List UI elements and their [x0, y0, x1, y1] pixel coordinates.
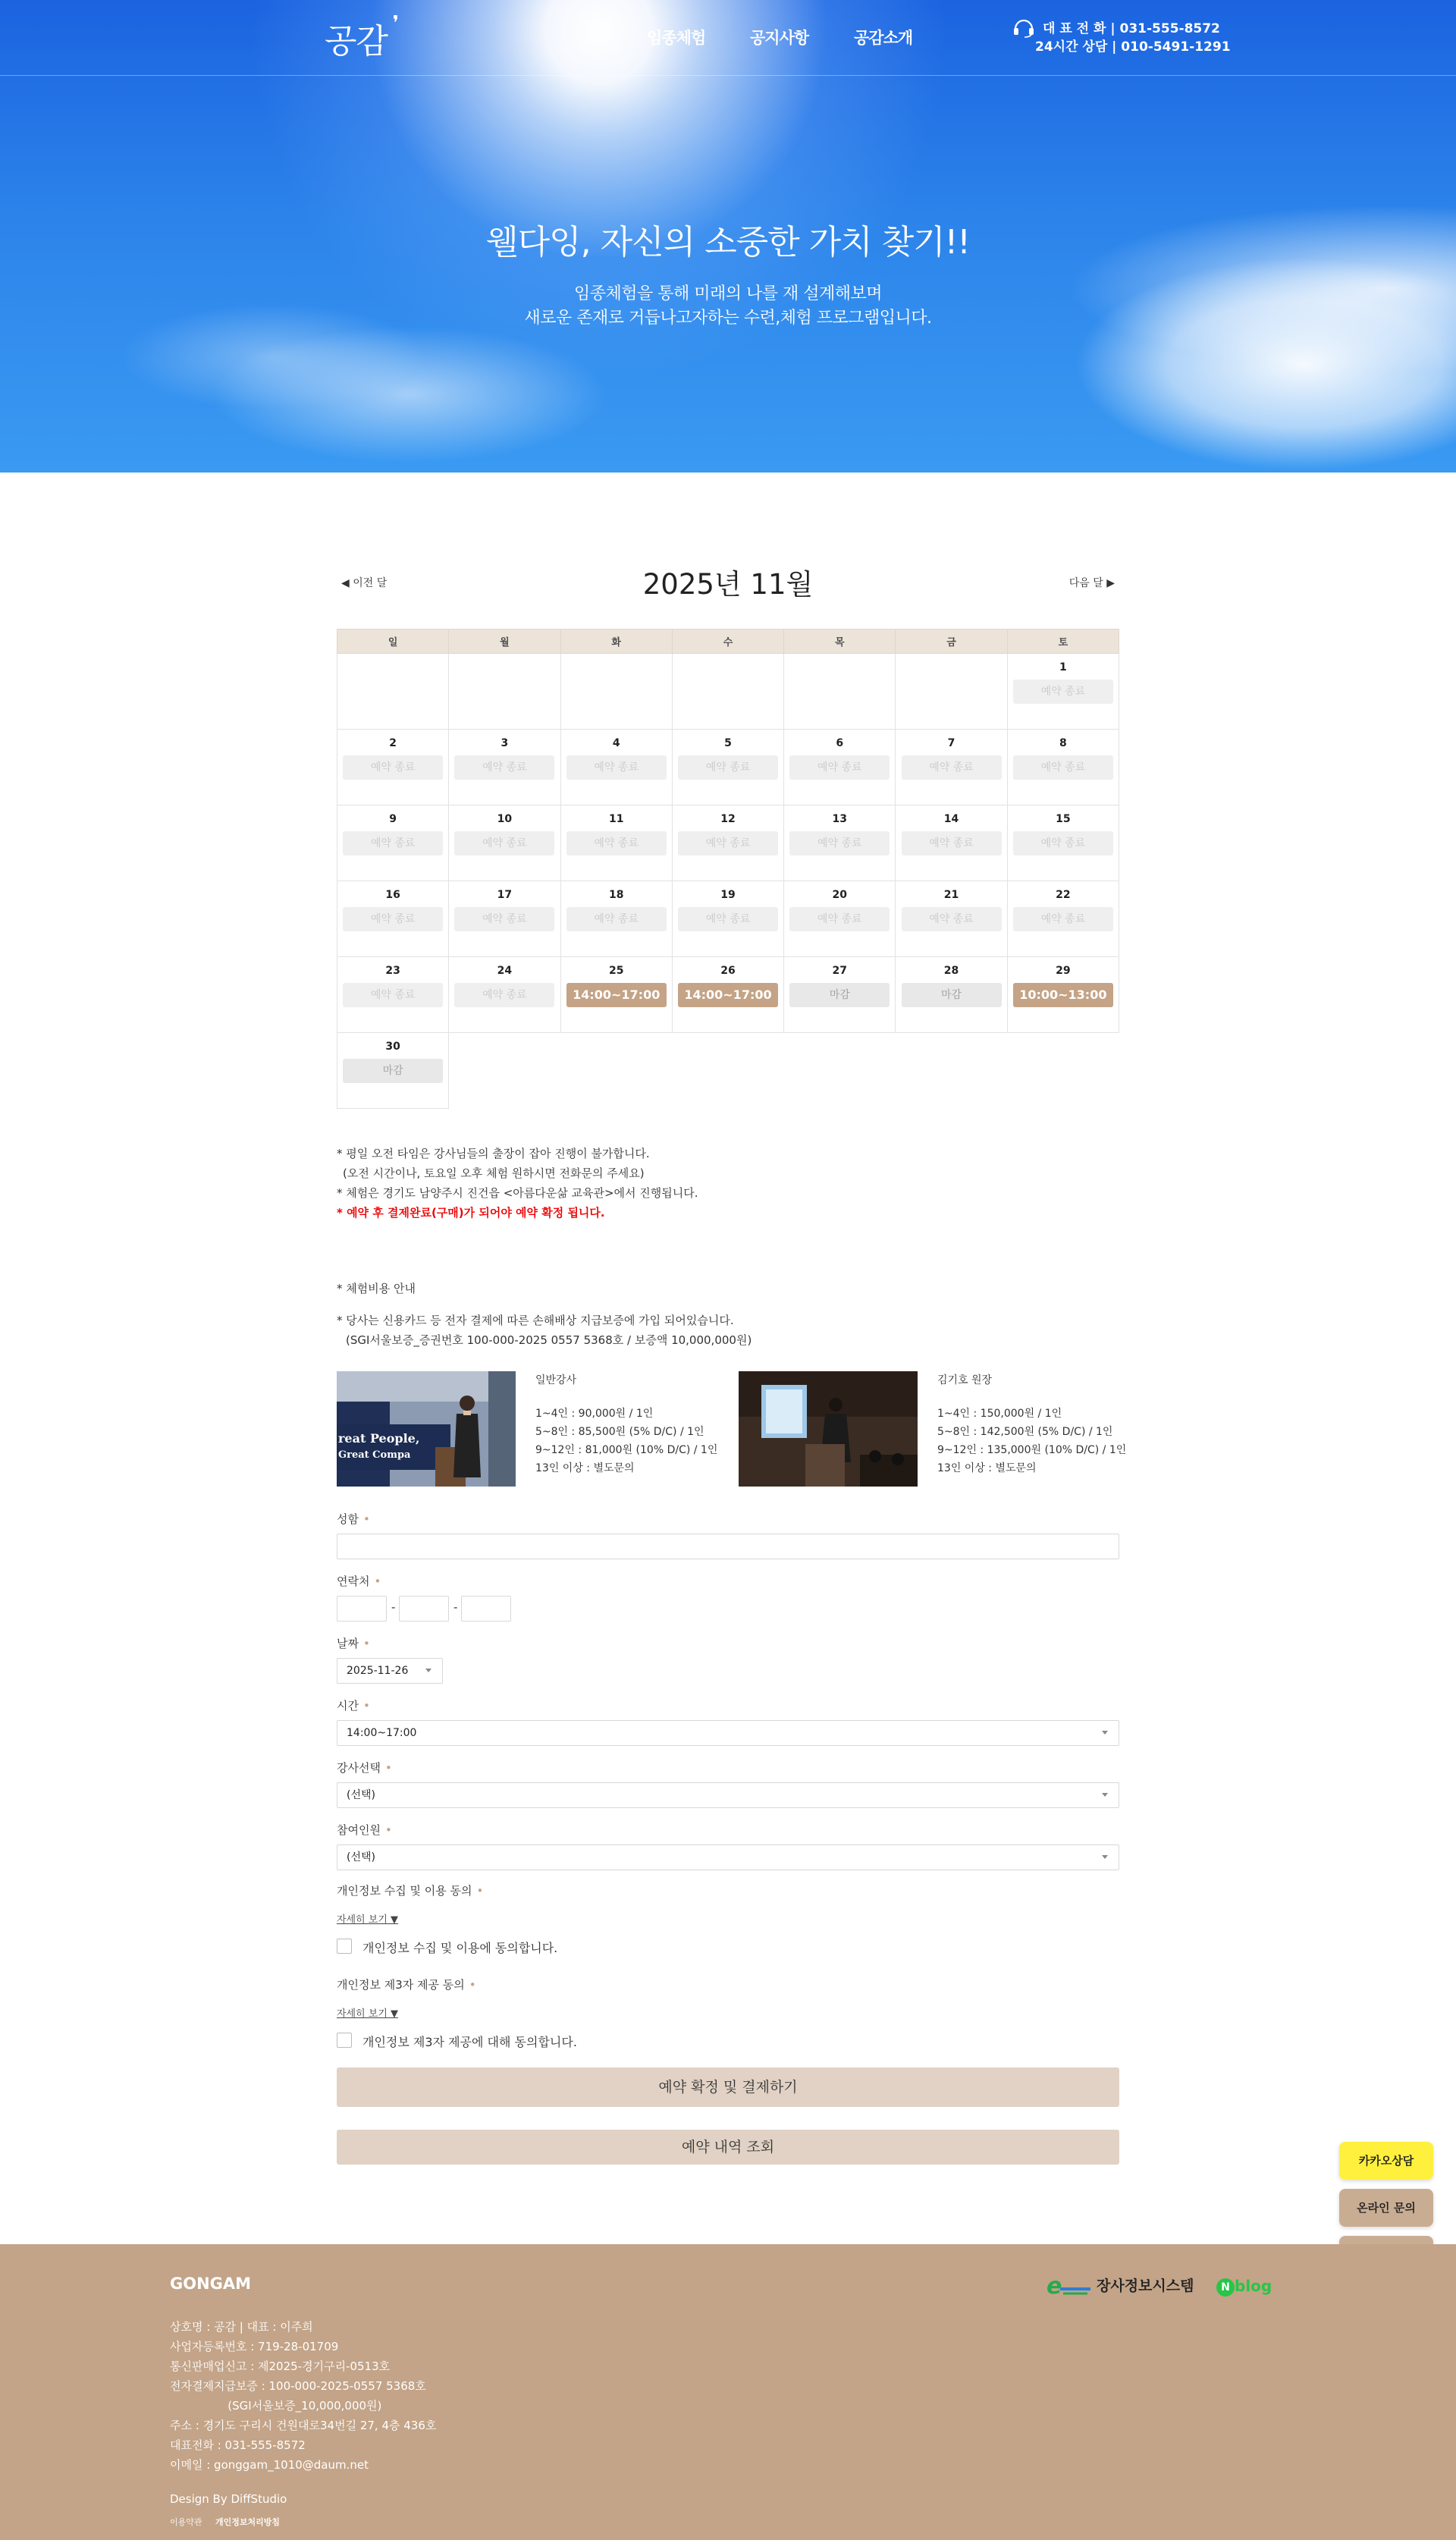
lecture-photo-image: [337, 1371, 516, 1487]
price-line: 13인 이상 : 별도문의: [535, 1462, 635, 1474]
instructor-name: 일반강사: [535, 1374, 577, 1386]
required-mark: •: [374, 1575, 381, 1588]
price-line: 5~8인 : 142,500원 (5% D/C) / 1인: [937, 1426, 1113, 1438]
calendar-day-cell: [337, 957, 449, 1033]
calendar-day-cell: [1007, 957, 1119, 1033]
calendar-day-number: 17: [497, 889, 513, 901]
calendar-day-number: 11: [608, 813, 624, 825]
third-party-detail-toggle[interactable]: 자세히 보기 ▼: [337, 2008, 399, 2020]
weekday-header: 일: [337, 630, 449, 654]
footer-info-line: 통신판매업신고 : 제2025-경기구리-0513호: [170, 2359, 391, 2373]
hero-subtitle: [0, 282, 1456, 331]
prev-month-button[interactable]: ◀ 이전 달: [341, 577, 388, 589]
funeral-info-system-text: 장사정보시스템: [1097, 2278, 1194, 2294]
time-slot-status: 예약 종료: [454, 907, 554, 931]
calendar-empty-cell: [672, 654, 783, 730]
calendar-day-number: 6: [836, 737, 844, 749]
calendar-day-cell: [449, 730, 560, 805]
calendar-day-cell: [896, 730, 1007, 805]
calendar-day-number: 10: [497, 813, 513, 825]
calendar-day-cell: [784, 881, 896, 957]
calendar-day-cell: [560, 881, 672, 957]
time-slot-status: 예약 종료: [343, 983, 443, 1007]
time-slot-status: 예약 종료: [1013, 755, 1113, 780]
price-line: 1~4인 : 150,000원 / 1인: [937, 1408, 1062, 1420]
phone-counsel[interactable]: 24시간 상담 | 010-5491-1291: [1035, 39, 1231, 55]
funeral-info-system-link[interactable]: [1046, 2273, 1194, 2299]
time-slot-status: 예약 종료: [1013, 907, 1113, 931]
note-line: * 평일 오전 타임은 강사님들의 출장이 잡아 진행이 불가합니다.: [337, 1147, 650, 1160]
calendar-day-number: 22: [1056, 889, 1071, 901]
teacher-label-text: 강사선택: [337, 1761, 381, 1775]
privacy-label: [337, 1882, 483, 1898]
required-mark: •: [476, 1884, 484, 1898]
footer-info-line: 주소 : 경기도 구리시 건원대로34번길 27, 4층 436호: [170, 2419, 437, 2432]
calendar-empty-cell: [896, 654, 1007, 730]
time-slot-status: 마감: [902, 983, 1002, 1007]
footer-info-line: 사업자등록번호 : 719-28-01709: [170, 2340, 339, 2353]
phone-main[interactable]: 대 표 전 화 | 031-555-8572: [1043, 21, 1220, 36]
reservation-calendar: [337, 629, 1119, 1109]
time-slot-status: 예약 종료: [678, 831, 778, 856]
time-slot-status: 예약 종료: [789, 831, 890, 856]
calendar-day-number: 20: [832, 889, 847, 901]
calendar-empty-cell: [784, 654, 896, 730]
insurance-line-1: * 당사는 신용카드 등 전자 결제에 따른 손해배상 지급보증에 가입 되어있습니다.: [337, 1314, 734, 1327]
time-slot-status: 예약 종료: [1013, 831, 1113, 856]
calendar-day-cell: [1007, 881, 1119, 957]
calendar-day-number: 30: [385, 1041, 400, 1053]
calendar-blank-cell: [560, 1033, 672, 1109]
teacher-label: [337, 1760, 392, 1775]
footer-company-info: [170, 2317, 436, 2475]
next-month-button[interactable]: 다음 달 ▶: [1068, 577, 1115, 589]
calendar-day-cell: [560, 730, 672, 805]
instructor-photo-director: [739, 1371, 918, 1487]
calendar-week-row: [337, 730, 1119, 805]
privacy-label-text: 개인정보 수집 및 이용 동의: [337, 1884, 472, 1898]
privacy-checkbox-label[interactable]: 개인정보 수집 및 이용에 동의합니다.: [362, 1941, 558, 1955]
esystem-logo-icon: [1046, 2274, 1092, 2300]
time-slot-status: 예약 종료: [343, 755, 443, 780]
nav-item-experience[interactable]: 임종체험: [647, 29, 706, 47]
footer-info-line: 대표전화 : 031-555-8572: [170, 2438, 306, 2452]
calendar-day-cell: [1007, 730, 1119, 805]
time-slot-status: 마감: [789, 983, 890, 1007]
privacy-checkbox[interactable]: [337, 1939, 352, 1954]
time-slot-status: 예약 종료: [1013, 680, 1113, 704]
blog-text: blog: [1235, 2277, 1272, 2295]
time-slot-status: 예약 종료: [566, 907, 667, 931]
time-slot-status: 예약 종료: [566, 755, 667, 780]
required-mark: •: [362, 1512, 370, 1526]
blog-icon: N: [1216, 2278, 1235, 2297]
phone-dash: -: [391, 1600, 396, 1614]
calendar-day-cell: [784, 957, 896, 1033]
calendar-day-cell: [449, 881, 560, 957]
calendar-day-number: 21: [943, 889, 959, 901]
calendar-empty-cell: [337, 654, 449, 730]
calendar-day-number: 19: [720, 889, 736, 901]
calendar-week-row: [337, 881, 1119, 957]
calendar-day-number: 29: [1056, 965, 1071, 977]
note-line-important: * 예약 후 결제완료(구매)가 되어야 예약 확정 됩니다.: [337, 1206, 605, 1220]
name-input[interactable]: [337, 1534, 1119, 1559]
photo-text-1: reat People,: [338, 1431, 420, 1446]
submit-reservation-button[interactable]: 예약 확정 및 결제하기: [337, 2067, 1119, 2107]
calendar-day-cell: [337, 881, 449, 957]
footer-info-line: (SGI서울보증_10,000,000원): [170, 2399, 382, 2413]
top-navigation: [0, 0, 1456, 76]
calendar-body: [337, 654, 1119, 1109]
date-select[interactable]: 2025-11-26: [337, 1658, 443, 1684]
hero-banner: [0, 0, 1456, 473]
people-select[interactable]: (선택): [337, 1845, 1119, 1870]
calendar-day-number: 27: [832, 965, 847, 977]
calendar-blank-cell: [672, 1033, 783, 1109]
site-logo[interactable]: [325, 12, 399, 62]
fee-info: [337, 1279, 752, 1350]
calendar-day-number: 3: [500, 737, 509, 749]
phone-input-2[interactable]: [399, 1596, 449, 1622]
instructor-price-general: [535, 1371, 733, 1477]
time-slot-status: 예약 종료: [789, 907, 890, 931]
instructor-photo-general: [337, 1371, 516, 1487]
calendar-day-cell: [449, 957, 560, 1033]
calendar-day-number: 13: [832, 813, 847, 825]
people-label: [337, 1822, 392, 1838]
phone-input-1[interactable]: [337, 1596, 387, 1622]
time-slot-button[interactable]: 14:00~17:00: [566, 983, 667, 1007]
calendar-day-cell: [896, 957, 1007, 1033]
lecture-photo-image: [739, 1371, 918, 1487]
calendar-day-number: 18: [608, 889, 624, 901]
logo-text: 공감: [325, 22, 388, 61]
time-slot-status: 예약 종료: [678, 907, 778, 931]
third-party-label: [337, 1976, 476, 1992]
note-line: (오전 시간이나, 토요일 오후 체험 원하시면 전화문의 주세요): [343, 1166, 645, 1180]
calendar-day-number: 28: [943, 965, 959, 977]
calendar-day-number: 14: [943, 813, 959, 825]
time-slot-status: 예약 종료: [454, 983, 554, 1007]
calendar-day-cell: [672, 881, 783, 957]
calendar-day-cell: [896, 805, 1007, 881]
calendar-day-number: 9: [389, 813, 397, 825]
calendar-day-cell: [337, 805, 449, 881]
time-slot-status: 예약 종료: [678, 755, 778, 780]
calendar-day-number: 25: [608, 965, 624, 977]
calendar-day-cell: [784, 730, 896, 805]
terms-link[interactable]: 이용약관: [170, 2517, 202, 2527]
insurance-line-2: (SGI서울보증_증권번호 100-000-2025 0557 5368호 / 보증액 10,000,000원): [346, 1333, 752, 1347]
time-select[interactable]: 14:00~17:00: [337, 1720, 1119, 1746]
weekday-header: 목: [784, 630, 896, 654]
calendar-day-number: 23: [385, 965, 400, 977]
price-line: 13인 이상 : 별도문의: [937, 1462, 1037, 1474]
reservation-notes: [337, 1144, 698, 1223]
phone-label-text: 연락처: [337, 1575, 370, 1588]
price-line: 5~8인 : 85,500원 (5% D/C) / 1인: [535, 1426, 704, 1438]
calendar-day-cell: [896, 881, 1007, 957]
phone-dash: -: [453, 1600, 458, 1614]
calendar-day-cell: [337, 730, 449, 805]
required-mark: •: [384, 1823, 392, 1837]
calendar-day-cell: [672, 957, 783, 1033]
calendar-day-cell: [1007, 805, 1119, 881]
footer-info-line: 상호명 : 공감 | 대표 : 이주희: [170, 2320, 313, 2334]
time-slot-status: 예약 종료: [902, 831, 1002, 856]
third-party-checkbox[interactable]: [337, 2033, 352, 2048]
calendar-day-number: 5: [724, 737, 732, 749]
reservation-lookup-button[interactable]: 예약 내역 조회: [337, 2130, 1119, 2165]
calendar-empty-cell: [449, 654, 560, 730]
footer-logo: GONGAM: [170, 2275, 252, 2293]
weekday-header: 화: [560, 630, 672, 654]
calendar-day-cell: [560, 805, 672, 881]
calendar-day-number: 15: [1056, 813, 1071, 825]
hero-subtitle-line-1: 임종체험을 통해 미래의 나를 재 설계해보며: [573, 284, 882, 303]
calendar-month-title: 2025년 11월: [642, 568, 814, 601]
calendar-empty-cell: [560, 654, 672, 730]
phone-input-3[interactable]: [461, 1596, 511, 1622]
calendar-day-cell: [784, 805, 896, 881]
nav-item-notice[interactable]: 공지사항: [750, 29, 809, 47]
calendar-blank-cell: [896, 1033, 1007, 1109]
time-slot-button[interactable]: 14:00~17:00: [678, 983, 778, 1007]
instructor-price-director: [937, 1371, 1134, 1477]
calendar-day-cell: [449, 805, 560, 881]
weekday-header: 금: [896, 630, 1007, 654]
site-footer: [0, 2244, 1456, 2540]
time-slot-status: 예약 종료: [902, 907, 1002, 931]
calendar-blank-cell: [1007, 1033, 1119, 1109]
hero-title: 웰다잉, 자신의 소중한 가치 찾기!!: [486, 223, 970, 262]
online-inquiry-button[interactable]: 온라인 문의: [1339, 2189, 1433, 2227]
weekday-header: 월: [449, 630, 560, 654]
calendar-day-cell: [672, 805, 783, 881]
phone-label: [337, 1573, 381, 1589]
calendar-week-row: [337, 957, 1119, 1033]
footer-links: [170, 2516, 280, 2528]
calendar-weekday-row: [337, 630, 1119, 654]
calendar-day-number: 26: [720, 965, 736, 977]
calendar-day-number: 4: [612, 737, 620, 749]
calendar-header: [337, 561, 1119, 599]
name-label-text: 성함: [337, 1512, 359, 1526]
time-slot-status: 마감: [343, 1059, 443, 1083]
calendar-day-number: 1: [1059, 661, 1067, 673]
time-slot-status: 예약 종료: [454, 755, 554, 780]
fee-title: * 체험비용 안내: [337, 1282, 416, 1295]
footer-info-line: 전자결제지급보증 : 100-000-2025-0557 5368호: [170, 2379, 426, 2393]
third-party-label-text: 개인정보 제3자 제공 동의: [337, 1978, 465, 1992]
price-line: 1~4인 : 90,000원 / 1인: [535, 1408, 654, 1420]
time-slot-status: 예약 종료: [343, 907, 443, 931]
note-line: * 체험은 경기도 남양주시 진건읍 <아름다운삶 교육관>에서 진행됩니다.: [337, 1186, 698, 1200]
time-slot-status: 예약 종료: [343, 831, 443, 856]
required-mark: •: [362, 1699, 370, 1713]
price-line: 9~12인 : 135,000원 (10% D/C) / 1인: [937, 1444, 1127, 1456]
weekday-header: 수: [672, 630, 783, 654]
time-label-text: 시간: [337, 1699, 359, 1713]
hero-subtitle-line-2: 새로운 존재로 거듭나고자하는 수련,체험 프로그램입니다.: [524, 309, 932, 328]
time-slot-status: 예약 종료: [789, 755, 890, 780]
time-slot-status: 예약 종료: [902, 755, 1002, 780]
calendar-week-row: [337, 805, 1119, 881]
headset-icon: [1012, 18, 1035, 38]
calendar-day-cell: [672, 730, 783, 805]
time-slot-status: 예약 종료: [566, 831, 667, 856]
time-slot-button[interactable]: 10:00~13:00: [1013, 983, 1113, 1007]
footer-info-line: 이메일 : gonggam_1010@daum.net: [170, 2458, 369, 2472]
third-party-checkbox-label[interactable]: 개인정보 제3자 제공에 대해 동의합니다.: [362, 2035, 577, 2049]
reservation-form: [337, 1509, 1119, 2169]
calendar-blank-cell: [784, 1033, 896, 1109]
calendar-blank-cell: [449, 1033, 560, 1109]
calendar-day-number: 8: [1059, 737, 1067, 749]
calendar-day-number: 16: [385, 889, 400, 901]
teacher-select[interactable]: (선택): [337, 1782, 1119, 1808]
required-mark: •: [469, 1978, 476, 1992]
logo-mark-icon: ❜: [392, 12, 399, 35]
photo-text-2: Great Compa: [338, 1449, 411, 1461]
calendar-day-number: 2: [389, 737, 397, 749]
footer-design-credit: Design By DiffStudio: [170, 2492, 287, 2506]
calendar-week-row: [337, 654, 1119, 730]
privacy-detail-toggle[interactable]: 자세히 보기 ▼: [337, 1914, 399, 1926]
svg-text:e: e: [1046, 2273, 1062, 2300]
price-line: 9~12인 : 81,000원 (10% D/C) / 1인: [535, 1444, 718, 1456]
name-label: [337, 1511, 370, 1527]
calendar-week-row: [337, 1033, 1119, 1109]
privacy-policy-link[interactable]: 개인정보처리방침: [215, 2517, 281, 2527]
people-label-text: 참여인원: [337, 1823, 381, 1837]
calendar-day-number: 12: [720, 813, 736, 825]
calendar-day-number: 7: [947, 737, 956, 749]
kakao-consult-button[interactable]: 카카오상담: [1339, 2142, 1433, 2180]
required-mark: •: [362, 1637, 370, 1650]
date-label-text: 날짜: [337, 1637, 359, 1650]
required-mark: •: [384, 1761, 392, 1775]
date-label: [337, 1635, 370, 1651]
time-label: [337, 1697, 370, 1713]
instructor-name: 김기호 원장: [937, 1374, 993, 1386]
calendar-day-cell: [560, 957, 672, 1033]
time-slot-status: 예약 종료: [454, 831, 554, 856]
calendar-day-cell: [337, 1033, 449, 1109]
blog-link[interactable]: [1216, 2273, 1272, 2299]
weekday-header: 토: [1007, 630, 1119, 654]
calendar-day-number: 24: [497, 965, 513, 977]
nav-item-about[interactable]: 공감소개: [854, 29, 913, 47]
calendar-day-cell: [1007, 654, 1119, 730]
